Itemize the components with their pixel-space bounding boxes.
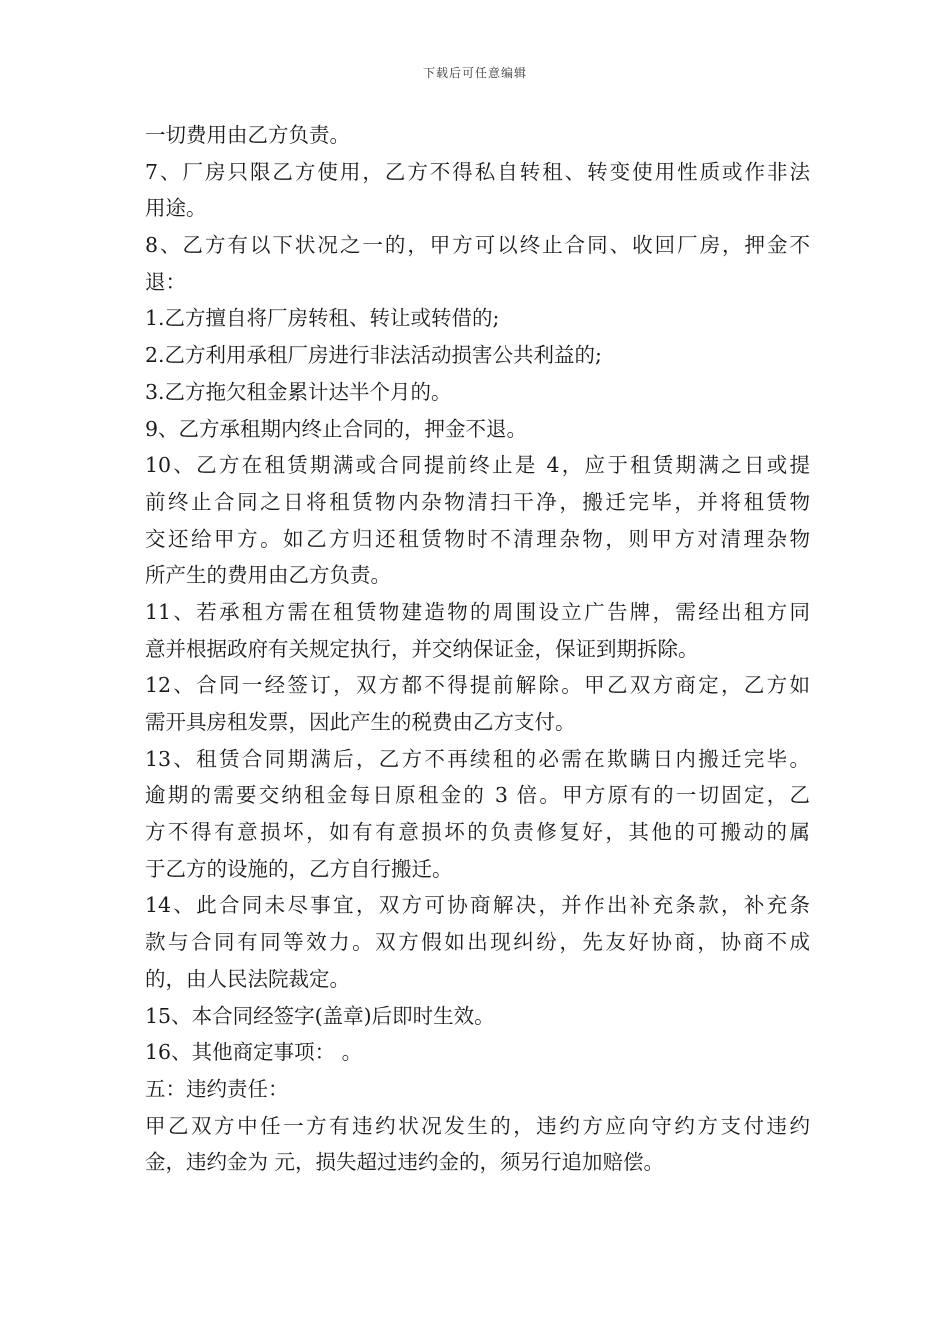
text-line: 一切费用由乙方负责。 [145,123,350,147]
text-line: 3.乙方拖欠租金累计达半个月的。 [145,379,452,404]
text-line: 方不得有意损坏，如有有意损坏的负责修复好，其他的可搬动的属 [145,820,810,845]
text-line: 16、其他商定事项： 。 [145,1040,363,1065]
page-header: 下载后可任意编辑 [422,66,527,80]
text-line: 退： [145,269,186,294]
text-line: 需开具房租发票，因此产生的税费由乙方支付。 [145,710,576,734]
text-line: 的，由人民法院裁定。 [145,966,350,991]
text-line: 7、厂房只限乙方使用，乙方不得私自转租、转变使用性质或作非法 [145,159,810,184]
text-line: 前终止合同之日将租赁物内杂物清扫干净，搬迁完毕，并将租赁物 [145,489,810,514]
text-line: 逾期的需要交纳租金每日原租金的 3 倍。甲方原有的一切固定，乙 [145,783,810,808]
text-line: 2.乙方利用承租厂房进行非法活动损害公共利益的; [145,343,602,368]
document-body [145,117,810,1181]
text-line: 用途。 [145,196,207,221]
section-heading: 五：违约责任： [145,1076,289,1101]
text-line: 8、乙方有以下状况之一的，甲方可以终止合同、收回厂房，押金不 [145,233,810,258]
text-line: 10、乙方在租赁期满或合同提前终止是 4，应于租赁期满之日或提 [145,453,810,478]
text-line: 甲乙双方中任一方有违约状况发生的，违约方应向守约方支付违约 [145,1113,810,1138]
text-line: 1.乙方擅自将厂房转租、转让或转借的; [145,306,500,331]
text-line: 交还给甲方。如乙方归还租赁物时不清理杂物，则甲方对清理杂物 [145,526,810,551]
text-line: 14、此合同未尽事宜，双方可协商解决，并作出补充条款，补充条 [145,893,810,918]
text-line: 款与合同有同等效力。双方假如出现纠纷，先友好协商，协商不成 [145,930,810,955]
text-line: 于乙方的设施的，乙方自行搬迁。 [145,856,453,881]
text-line: 金，违约金为 元，损失超过违约金的，须另行追加赔偿。 [145,1150,665,1175]
text-line: 15、本合同经签字(盖章)后即时生效。 [145,1003,495,1028]
text-line: 13、租赁合同期满后，乙方不再续租的必需在欺瞒日内搬迁完毕。 [145,746,810,771]
text-line: 所产生的费用由乙方负责。 [145,563,391,588]
text-line: 9、乙方承租期内终止合同的，押金不退。 [145,416,528,441]
text-line: 11、若承租方需在租赁物建造物的周围设立广告牌，需经出租方同 [145,599,810,624]
text-line: 意并根据政府有关规定执行，并交纳保证金，保证到期拆除。 [145,636,699,661]
text-line: 12、合同一经签订，双方都不得提前解除。甲乙双方商定，乙方如 [145,673,810,698]
